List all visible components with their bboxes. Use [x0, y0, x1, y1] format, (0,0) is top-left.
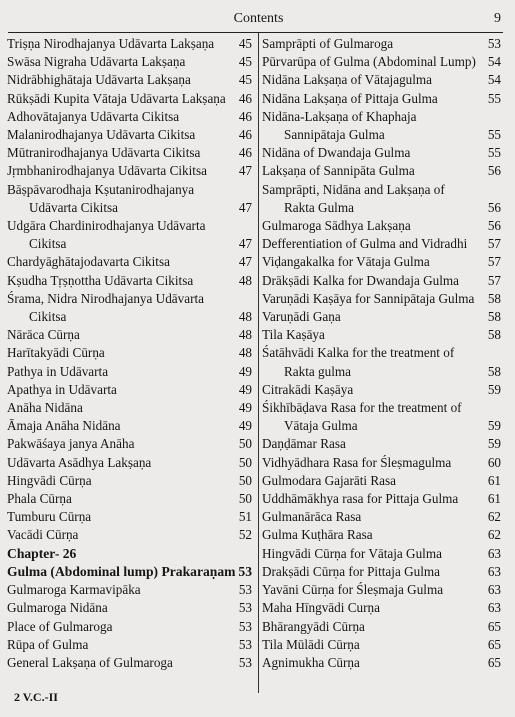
toc-entry-page: 55: [487, 127, 501, 143]
page-number: 9: [494, 11, 501, 26]
toc-entry-page: 45: [238, 54, 252, 70]
toc-entry: [262, 636, 505, 654]
toc-entry-page: 62: [487, 527, 501, 543]
toc-entry: [262, 108, 505, 126]
toc-entry: [7, 636, 256, 654]
toc-entry-title: Malanirodhajanya Udāvarta Cikitsa: [7, 127, 196, 143]
toc-entry-page: 61: [487, 472, 501, 488]
toc-entry-page: 51: [238, 509, 252, 525]
toc-entry: [7, 472, 256, 490]
toc-entry-page: 62: [487, 509, 501, 525]
toc-entry: [7, 326, 256, 344]
toc-entry-page: 65: [487, 636, 501, 652]
toc-entry-title: Defferentiation of Gulma and Vidradhi: [262, 236, 468, 252]
toc-entry: [262, 599, 505, 617]
toc-entry-title: Varuṇādi Gaṇa: [262, 309, 341, 325]
toc-entry-continuation: Cikitsa: [29, 309, 67, 325]
toc-entry-title: Udgāra Chardinirodhajanya Udāvarta: [7, 218, 206, 234]
toc-entry: [7, 399, 256, 417]
toc-entry-title: Hingvādi Cūrṇa: [7, 472, 92, 488]
toc-entry-page: 50: [238, 472, 252, 488]
toc-entry-title: Gulma (Abdominal lump) Prakaraṇam: [7, 563, 236, 579]
toc-entry-title: Śrama, Nidra Nirodhajanya Udāvarta: [7, 290, 205, 306]
toc-entry-title: Samprāpti, Nidāna and Lakṣaṇa of: [262, 181, 445, 197]
toc-entry: [7, 162, 256, 180]
toc-right-column: [262, 35, 505, 672]
toc-entry-page: 56: [487, 163, 501, 179]
toc-entry: [262, 144, 505, 162]
toc-entry: [7, 490, 256, 508]
toc-entry: [7, 144, 256, 162]
toc-entry-page: 63: [487, 545, 501, 561]
toc-entry: [7, 126, 256, 144]
toc-entry-page: 53: [238, 600, 252, 616]
toc-entry: [7, 35, 256, 53]
toc-entry-title: Tila Mūlādi Cūrṇa: [262, 636, 360, 652]
toc-entry: [7, 71, 256, 89]
toc-entry-title: Lakṣaṇa of Sannipāta Gulma: [262, 163, 415, 179]
toc-entry-title: Drākṣādi Kalka for Dwandaja Gulma: [262, 272, 460, 288]
toc-entry-title: Gulmanārāca Rasa: [262, 509, 362, 525]
toc-entry-title: Gulma Kuṭhāra Rasa: [262, 527, 373, 543]
toc-entry-title: Rūkṣādi Kupita Vātaja Udāvarta Lakṣaṇa: [7, 90, 226, 106]
toc-entry-title: Rūpa of Gulma: [7, 636, 89, 652]
toc-entry-page: 59: [487, 381, 501, 397]
toc-entry-continuation: Cikitsa: [29, 236, 67, 252]
toc-entry: [7, 344, 256, 362]
toc-entry-title: Chardyāghātajodavarta Cikitsa: [7, 254, 170, 270]
toc-entry-page: 56: [487, 199, 501, 215]
page-footer: 2 V.C.-II: [14, 690, 58, 704]
toc-entry-page: 45: [238, 72, 252, 88]
toc-entry: [262, 381, 505, 399]
toc-entry: [7, 654, 256, 672]
toc-entry: [262, 90, 505, 108]
toc-entry-page: 63: [487, 600, 501, 616]
toc-entry: [262, 308, 505, 326]
toc-entry-title: Bhārangyādi Cūrṇa: [262, 618, 365, 634]
toc-entry: [262, 435, 505, 453]
toc-entry-title: Swāsa Nigraha Udāvarta Lakṣaṇa: [7, 54, 186, 70]
toc-entry: [7, 53, 256, 71]
toc-entry-page: 55: [487, 90, 501, 106]
toc-entry-page: 47: [238, 199, 252, 215]
toc-entry: [262, 326, 505, 344]
toc-entry: [262, 71, 505, 89]
toc-left-column: [7, 35, 256, 672]
toc-entry-page: 48: [238, 309, 252, 325]
toc-entry-page: 49: [238, 400, 252, 416]
toc-entry: [262, 272, 505, 290]
toc-entry: [7, 618, 256, 636]
toc-entry-title: Udāvarta Asādhya Lakṣaṇa: [7, 454, 152, 470]
toc-entry-page: 47: [238, 163, 252, 179]
header-rule: [8, 32, 503, 33]
toc-entry-page: 48: [238, 345, 252, 361]
toc-entry: [7, 454, 256, 472]
toc-entry-page: 58: [487, 290, 501, 306]
toc-entry-title: Varuṇādi Kaṣāya for Sannipātaja Gulma: [262, 290, 475, 306]
toc-entry-title: Place of Gulmaroga: [7, 618, 113, 634]
toc-entry-title: Pakwāśaya janya Anāha: [7, 436, 135, 452]
toc-entry-page: 50: [238, 436, 252, 452]
toc-entry-title: Phala Cūrṇa: [7, 491, 72, 507]
toc-entry-title: Pathya in Udāvarta: [7, 363, 109, 379]
toc-entry: [7, 181, 256, 217]
toc-entry: [262, 490, 505, 508]
toc-entry-title: Drakṣādi Cūrṇa for Pittaja Gulma: [262, 563, 440, 579]
toc-entry-page: 48: [238, 327, 252, 343]
page-title: Contents: [233, 11, 284, 26]
toc-entry-title: Nidāna of Dwandaja Gulma: [262, 145, 411, 161]
toc-entry: [7, 253, 256, 271]
toc-entry-page: 58: [487, 363, 501, 379]
toc-entry-title: Chapter- 26: [7, 545, 77, 561]
toc-entry-title: Samprāpti of Gulmaroga: [262, 36, 394, 51]
toc-entry-page: 48: [238, 272, 252, 288]
toc-entry: [7, 435, 256, 453]
toc-entry-continuation: Vātaja Gulma: [284, 418, 358, 434]
toc-entry: [262, 290, 505, 308]
toc-entry-page: 55: [487, 145, 501, 161]
toc-entry-continuation: Rakta Gulma: [284, 199, 354, 215]
toc-entry-title: Pūrvarūpa of Gulma (Abdominal Lump): [262, 54, 476, 70]
toc-entry: [7, 363, 256, 381]
toc-entry: [262, 526, 505, 544]
toc-entry: [7, 90, 256, 108]
chapter-heading: [7, 545, 256, 563]
toc-entry-title: Gulmaroga Karmavipāka: [7, 582, 141, 598]
column-divider: [258, 33, 259, 693]
toc-entry-page: 59: [487, 436, 501, 452]
toc-entry: [262, 399, 505, 435]
toc-entry: [7, 581, 256, 599]
toc-entry: [262, 508, 505, 526]
toc-entry: [262, 53, 505, 71]
toc-entry-page: 63: [487, 563, 501, 579]
toc-entry-title: General Lakṣaṇa of Gulmaroga: [7, 654, 173, 670]
toc-entry-page: 46: [238, 145, 252, 161]
toc-entry-title: Śikhībāḍava Rasa for the treatment of: [262, 400, 462, 416]
toc-entry-title: Citrakādi Kaṣāya: [262, 381, 354, 397]
toc-entry: [262, 253, 505, 271]
toc-entry: [262, 235, 505, 253]
toc-entry-title: Adhovātajanya Udāvarta Cikitsa: [7, 108, 180, 124]
toc-entry-title: Apathya in Udāvarta: [7, 381, 117, 397]
toc-entry-title: Nidāna Lakṣaṇa of Pittaja Gulma: [262, 90, 438, 106]
toc-entry: [7, 508, 256, 526]
toc-entry-page: 47: [238, 236, 252, 252]
toc-entry-title: Gulmaroga Nidāna: [7, 600, 108, 616]
toc-entry-page: 56: [487, 218, 501, 234]
toc-entry-page: 53: [487, 36, 501, 51]
toc-entry-title: Nidāna-Lakṣaṇa of Khaphaja: [262, 108, 417, 124]
toc-entry: [262, 581, 505, 599]
toc-entry: [262, 217, 505, 235]
toc-entry-title: Vidhyādhara Rasa for Śleṣmagulma: [262, 454, 452, 470]
toc-entry-title: Śatāhvādi Kalka for the treatment of: [262, 345, 455, 361]
toc-entry-title: Harītakyādi Cūrṇa: [7, 345, 105, 361]
toc-entry-page: 53: [238, 618, 252, 634]
toc-entry: [262, 35, 505, 53]
toc-entry-title: Triṣṇa Nirodhajanya Udāvarta Lakṣaṇa: [7, 36, 215, 51]
toc-entry-page: 54: [487, 54, 501, 70]
toc-entry-title: Jṛmbhanirodhajanya Udāvarta Cikitsa: [7, 163, 207, 179]
toc-entry-title: Agnimukha Cūrṇa: [262, 654, 360, 670]
toc-entry: [262, 618, 505, 636]
toc-entry-page: 50: [238, 454, 252, 470]
toc-entry-page: 46: [238, 90, 252, 106]
toc-entry: [7, 381, 256, 399]
toc-entry-page: 50: [238, 491, 252, 507]
toc-entry-page: 63: [487, 582, 501, 598]
toc-entry: [7, 217, 256, 253]
toc-entry-title: Daṇḍāmar Rasa: [262, 436, 346, 452]
toc-entry-page: 47: [238, 254, 252, 270]
toc-entry-page: 65: [487, 618, 501, 634]
toc-entry-page: 52: [238, 527, 252, 543]
toc-entry-title: Sannipātaja Gulma: [284, 127, 385, 143]
toc-entry-page: 49: [238, 418, 252, 434]
toc-entry-page: 46: [238, 108, 252, 124]
toc-entry: [262, 545, 505, 563]
toc-entry-page: 49: [238, 381, 252, 397]
toc-entry-title: Nārāca Cūrṇa: [7, 327, 80, 343]
toc-entry: [7, 417, 256, 435]
toc-entry-title: Uddhāmākhya rasa for Pittaja Gulma: [262, 491, 459, 507]
toc-entry: [7, 290, 256, 326]
toc-entry-title: Anāha Nidāna: [7, 400, 83, 416]
toc-entry-page: 46: [238, 127, 252, 143]
toc-entry-page: 59: [487, 418, 501, 434]
chapter-heading: [7, 563, 256, 581]
toc-entry-title: Bāṣpāvarodhaja Kṣutanirodhajanya: [7, 181, 195, 197]
toc-entry-page: 61: [487, 491, 501, 507]
toc-entry-title: Gulmodara Gajarāti Rasa: [262, 472, 397, 488]
toc-entry-title: Maha Hīngvādi Curṇa: [262, 600, 380, 616]
toc-entry-title: Nidrābhighātaja Udāvarta Lakṣaṇa: [7, 72, 191, 88]
toc-entry-page: 57: [487, 236, 501, 252]
toc-entry-title: Mūtranirodhajanya Udāvarta Cikitsa: [7, 145, 201, 161]
toc-entry: [262, 181, 505, 217]
toc-entry-page: 54: [487, 72, 501, 88]
toc-entry: [7, 108, 256, 126]
toc-entry: [262, 162, 505, 180]
toc-entry: [7, 599, 256, 617]
toc-entry-continuation: Rakta gulma: [284, 363, 352, 379]
toc-entry-title: Hingvādi Cūrṇa for Vātaja Gulma: [262, 545, 442, 561]
toc-entry-page: 57: [487, 254, 501, 270]
toc-entry: [7, 272, 256, 290]
toc-entry-page: 60: [487, 454, 501, 470]
toc-entry-title: Tumburu Cūrṇa: [7, 509, 92, 525]
toc-entry-title: Gulmaroga Sādhya Lakṣaṇa: [262, 218, 411, 234]
toc-entry-page: 49: [238, 363, 252, 379]
toc-entry: [262, 344, 505, 380]
toc-entry-page: 53: [238, 582, 252, 598]
toc-entry-page: 53: [238, 563, 252, 579]
toc-entry-page: 53: [238, 636, 252, 652]
toc-entry: [262, 126, 505, 144]
toc-entry-title: Kṣudha Tṛṣṇottha Udāvarta Cikitsa: [7, 272, 194, 288]
toc-entry-title: Yavāni Cūrṇa for Śleṣmaja Gulma: [262, 582, 444, 598]
toc-entry: [262, 472, 505, 490]
toc-entry-page: 65: [487, 654, 501, 670]
toc-entry-page: 45: [238, 36, 252, 51]
toc-entry-continuation: Udāvarta Cikitsa: [29, 199, 118, 215]
toc-entry: [262, 563, 505, 581]
toc-entry-page: 57: [487, 272, 501, 288]
toc-entry-title: Vacādi Cūrṇa: [7, 527, 79, 543]
toc-entry-page: 58: [487, 327, 501, 343]
toc-entry-page: 58: [487, 309, 501, 325]
page-header: [14, 10, 503, 32]
toc-entry: [7, 526, 256, 544]
toc-entry-title: Āmaja Anāha Nidāna: [7, 418, 121, 434]
toc-entry: [262, 454, 505, 472]
toc-entry-page: 53: [238, 654, 252, 670]
toc-entry-title: Tila Kaṣāya: [262, 327, 325, 343]
toc-entry-title: Viḍangakalka for Vātaja Gulma: [262, 254, 430, 270]
toc-entry-title: Nidāna Lakṣaṇa of Vātajagulma: [262, 72, 433, 88]
toc-entry: [262, 654, 505, 672]
